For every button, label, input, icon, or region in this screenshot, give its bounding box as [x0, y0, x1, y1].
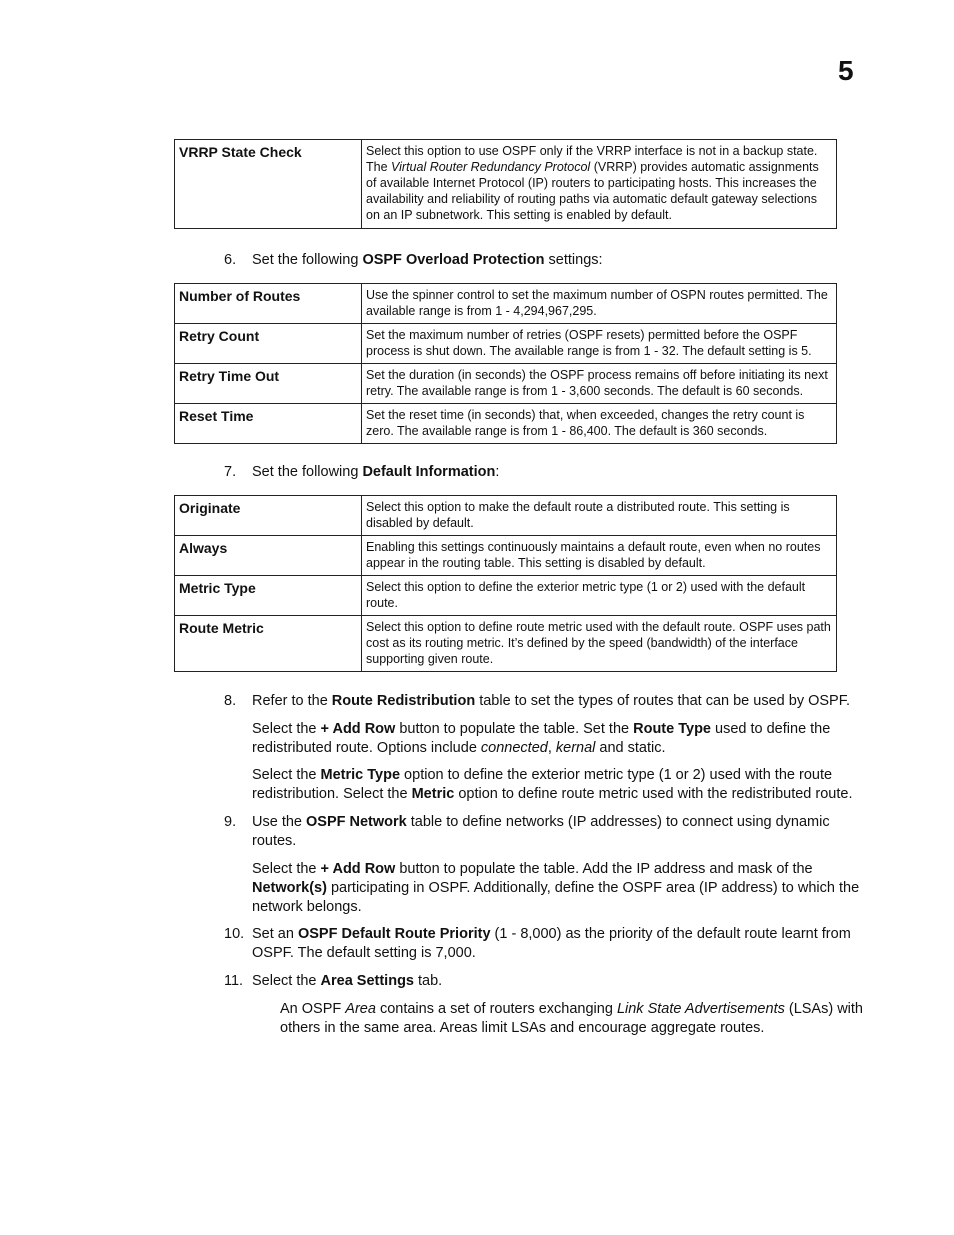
step-text: Refer to the Route Redistribution table to set the types of routes that can be used by OSPF. — [252, 693, 850, 709]
vrrp-table — [174, 139, 837, 229]
table-row — [175, 404, 837, 444]
step-text: Set an OSPF Default Route Priority (1 - 8,000) as the priority of the default route learnt from OSPF. The default setting is 7,000. — [252, 926, 851, 961]
step-text: Select the Area Settings tab. — [252, 973, 443, 989]
description-cell: Set the maximum number of retries (OSPF resets) permitted before the OSPF process is shut down. The available range is from 1 - 32. The default setting is 5. — [362, 324, 837, 364]
term-cell: Retry Count — [175, 324, 362, 364]
step-number: 7. — [224, 464, 237, 480]
term-cell: Route Metric — [175, 616, 362, 672]
step-8-detail-add-row: Select the + Add Row button to populate the table. Set the Route Type used to define the redistributed route. Options include connected, kernal and static. — [252, 721, 831, 756]
step-number: 8. — [224, 693, 237, 709]
step-text: Set the following Default Information: — [252, 464, 500, 480]
table-row — [175, 364, 837, 404]
term-cell: Retry Time Out — [175, 364, 362, 404]
default-information-table — [174, 495, 837, 672]
step-number: 11. — [224, 973, 244, 989]
description-cell: Set the reset time (in seconds) that, when exceeded, changes the retry count is zero. The available range is from 1 - 86,400. The default is 360 seconds. — [362, 404, 837, 444]
step-9-detail: Select the + Add Row button to populate the table. Add the IP address and mask of the Network(s) participating in OSPF. Additionally, define the OSPF area (IP address) to which the network belongs. — [252, 861, 860, 915]
term-cell: VRRP State Check — [175, 140, 362, 229]
term-cell: Number of Routes — [175, 284, 362, 324]
description-cell: Set the duration (in seconds) the OSPF process remains off before initiating its next retry. The available range is from 1 - 3,600 seconds. The default is 60 seconds. — [362, 364, 837, 404]
term-cell: Always — [175, 536, 362, 576]
description-cell: Select this option to define route metric used with the default route. OSPF uses path cost as its routing metric. It’s defined by the speed (bandwidth) of the interface supporting given route. — [362, 616, 837, 672]
step-number: 6. — [224, 252, 237, 268]
table-row — [175, 324, 837, 364]
description-cell: Select this option to make the default route a distributed route. This setting is disabled by default. — [362, 496, 837, 536]
area-description: An OSPF Area contains a set of routers exchanging Link State Advertisements (LSAs) with others in the same area. Areas limit LSAs and encourage aggregate routes. — [280, 1001, 864, 1036]
table-row — [175, 284, 837, 324]
term-cell: Originate — [175, 496, 362, 536]
description-cell: Enabling this settings continuously maintains a default route, even when no routes appear in the routing table. This setting is disabled by default. — [362, 536, 837, 576]
table-row — [175, 576, 837, 616]
table-row — [175, 496, 837, 536]
step-text: Use the OSPF Network table to define networks (IP addresses) to connect using dynamic routes. — [252, 814, 830, 849]
table-row — [175, 536, 837, 576]
step-number: 10. — [224, 926, 245, 942]
description-cell: Select this option to define the exterior metric type (1 or 2) used with the default route. — [362, 576, 837, 616]
description-cell: Select this option to use OSPF only if the VRRP interface is not in a backup state. The Virtual Router Redundancy Protocol (VRRP) provides automatic assignments of available Internet Protocol (IP) routers to participating hosts. This increases the availability and reliability of routing paths via automatic default gateway selections on an IP subnetwork. This setting is enabled by default. — [362, 140, 837, 229]
table-row — [175, 616, 837, 672]
chapter-number: 5 — [838, 55, 854, 86]
table-row — [175, 140, 837, 229]
overload-protection-table — [174, 283, 837, 444]
step-number: 9. — [224, 814, 237, 830]
term-cell: Reset Time — [175, 404, 362, 444]
step-8-detail-metric: Select the Metric Type option to define the exterior metric type (1 or 2) used with the route redistribution. Select the Metric option to define route metric used with the redistributed route. — [252, 767, 853, 802]
description-cell: Use the spinner control to set the maximum number of OSPN routes permitted. The available range is from 1 - 4,294,967,295. — [362, 284, 837, 324]
step-text: Set the following OSPF Overload Protection settings: — [252, 252, 603, 268]
term-cell: Metric Type — [175, 576, 362, 616]
